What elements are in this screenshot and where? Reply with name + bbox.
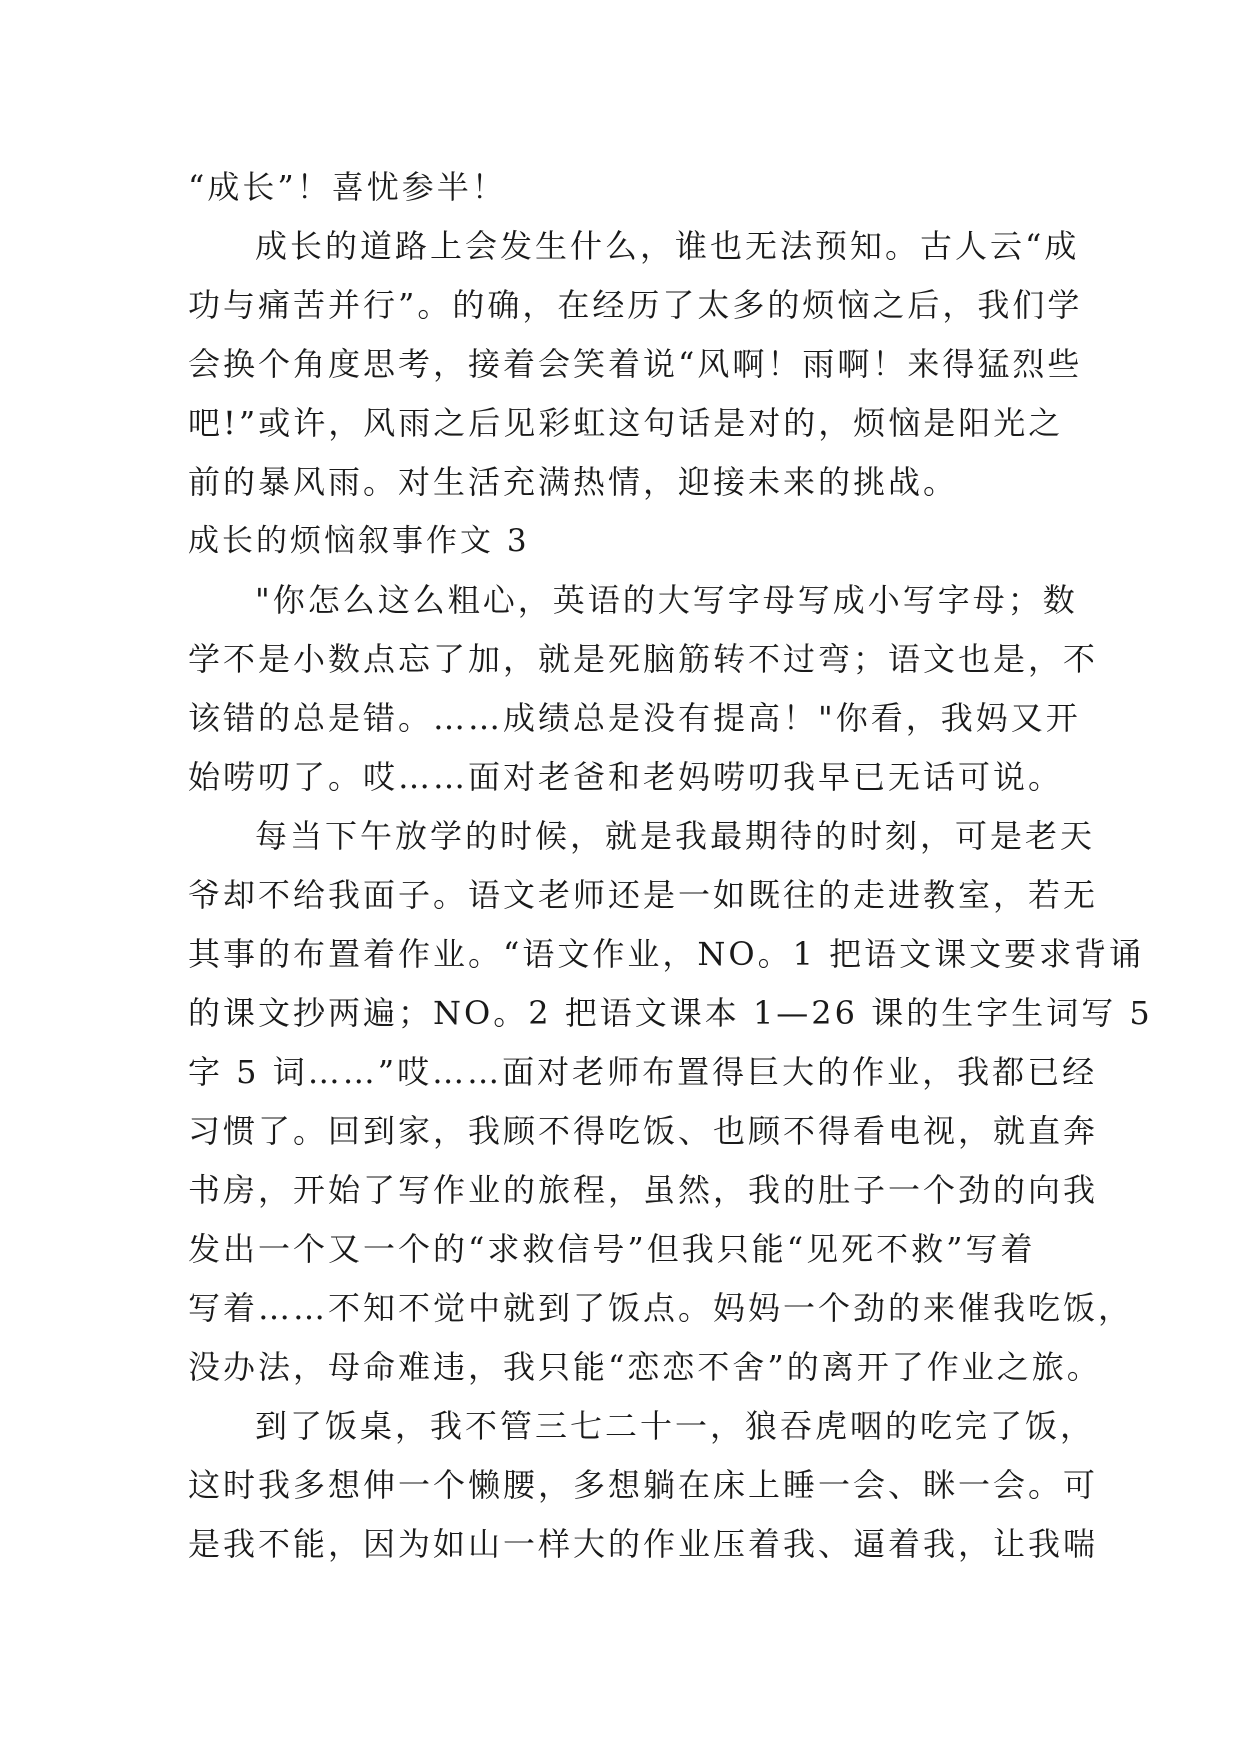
text-line: 是我不能，因为如山一样大的作业压着我、逼着我，让我喘	[188, 1525, 1099, 1563]
section-heading: 成长的烦恼叙事作文 3	[188, 523, 530, 559]
text-line: 学不是小数点忘了加，就是死脑筋转不过弯；语文也是，不	[188, 640, 1099, 678]
document-body	[188, 158, 1153, 1574]
text-line: 写着……不知不觉中就到了饭点。妈妈一个劲的来催我吃饭，	[188, 1289, 1134, 1327]
text-line: “成长”！喜忧参半！	[188, 168, 507, 206]
text-line: 其事的布置着作业。“语文作业，NO。1 把语文课文要求背诵	[188, 935, 1145, 973]
text-line: 字 5 词……”哎……面对老师布置得巨大的作业，我都已经	[188, 1053, 1098, 1091]
paragraph-first-line: 到了饭桌，我不管三七二十一，狼吞虎咽的吃完了饭，	[255, 1407, 1096, 1445]
text-line: 前的暴风雨。对生活充满热情，迎接未来的挑战。	[188, 463, 959, 501]
text-line: 习惯了。回到家，我顾不得吃饭、也顾不得看电视，就直奔	[188, 1112, 1099, 1150]
paragraph-first-line: "你怎么这么粗心，英语的大写字母写成小写字母；数	[255, 581, 1078, 619]
text-line: 功与痛苦并行”。的确，在经历了太多的烦恼之后，我们学	[188, 286, 1083, 324]
text-line: 发出一个又一个的“求救信号”但我只能“见死不救”写着	[188, 1230, 1036, 1268]
text-line: 吧!”或许，风雨之后见彩虹这句话是对的，烦恼是阳光之	[188, 404, 1064, 442]
text-line: 始唠叨了。哎……面对老爸和老妈唠叨我早已无话可说。	[188, 758, 1064, 796]
text-line: 该错的总是错。……成绩总是没有提高！"你看，我妈又开	[188, 699, 1081, 737]
text-line: 这时我多想伸一个懒腰，多想躺在床上睡一会、眯一会。可	[188, 1466, 1099, 1504]
text-line: 书房，开始了写作业的旅程，虽然，我的肚子一个劲的向我	[188, 1171, 1099, 1209]
paragraph-first-line: 成长的道路上会发生什么，谁也无法预知。古人云“成	[255, 227, 1080, 265]
text-line: 爷却不给我面子。语文老师还是一如既往的走进教室，若无	[188, 876, 1099, 914]
paragraph-first-line: 每当下午放学的时候，就是我最期待的时刻，可是老天	[255, 817, 1096, 855]
text-line: 的课文抄两遍；NO。2 把语文课本 1—26 课的生字生词写 5	[188, 994, 1153, 1032]
text-line: 没办法，母命难违，我只能“恋恋不舍”的离开了作业之旅。	[188, 1348, 1102, 1386]
text-line: 会换个角度思考，接着会笑着说“风啊！雨啊！来得猛烈些	[188, 345, 1083, 383]
